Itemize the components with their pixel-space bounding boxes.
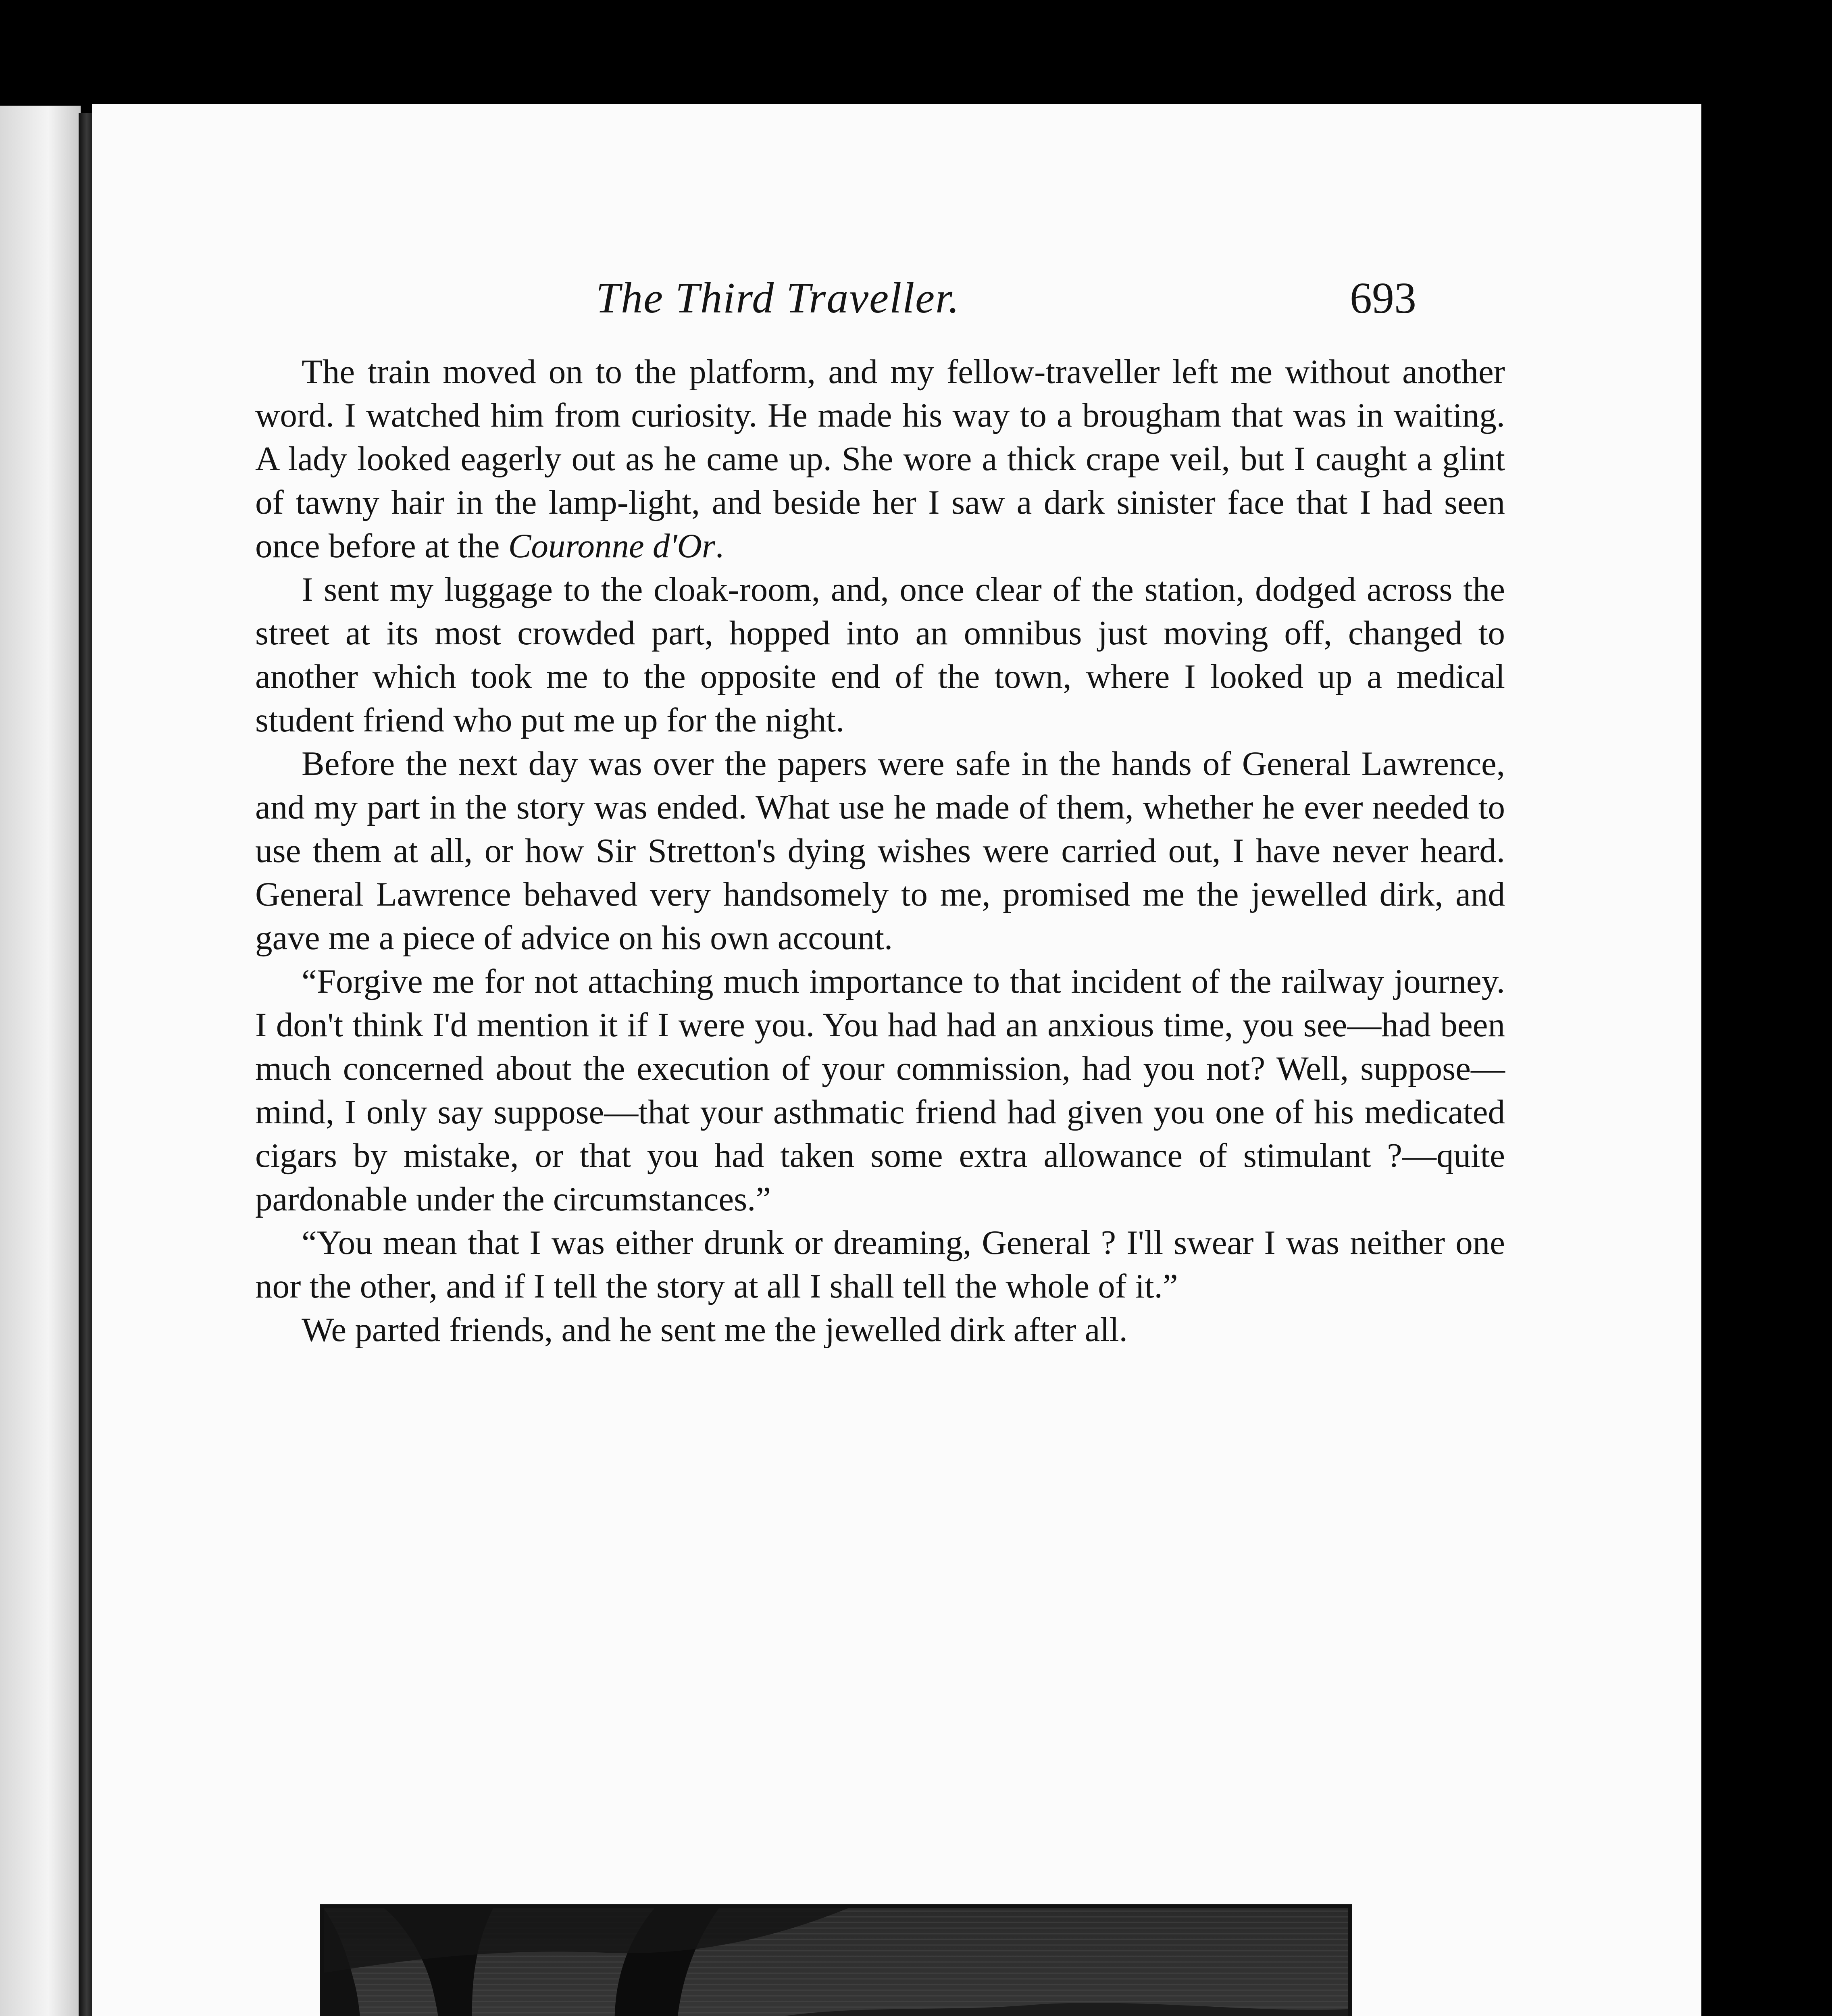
italic-place-name: Couronne d'Or — [508, 527, 715, 565]
paragraph-6: We parted friends, and he sent me the jewelled dirk after all. — [302, 1311, 1128, 1349]
paragraph-1-text: The train moved on to the platform, and my fellow-traveller left me without another word. I watched him from curiosity. He made his way to a brougham that was in waiting. A lady looked eagerly out as he came up. She wore a thick crape veil, but I caught a glint of tawny hair in the lamp-light, and beside her I saw a dark sinister face that I had seen once before at the — [255, 353, 1505, 565]
engraving-image — [324, 1908, 1348, 2016]
running-title: The Third Traveller. — [596, 274, 960, 322]
paragraph-1-end: . — [715, 527, 724, 565]
book-page — [92, 104, 1701, 2016]
paragraph-1 — [255, 350, 1505, 568]
facing-page-edge — [0, 106, 81, 2016]
paragraph-2: I sent my luggage to the cloak-room, and, once clear of the station, dodged across the street at its most crowded part, hopped into an omnibus just moving off, changed to another which took me to the opposite end of the town, where I looked up a medical student friend who put me up for the night. — [255, 571, 1505, 739]
page-number: 693 — [1350, 273, 1416, 323]
paragraph-3: Before the next day was over the papers were safe in the hands of General Lawrence, and my part in the story was ended. What use he made of them, whether he ever needed to use them at all, or how Sir Stretton's dying wishes were carried out, I have never heard. General Lawrence behaved very handsomely to me, promised me the jewelled dirk, and gave me a piece of advice on his own account. — [255, 745, 1505, 957]
body-text — [255, 350, 1505, 1352]
paragraph-5: “You mean that I was either drunk or dreaming, General ? I'll swear I was neither one nor the other, and if I tell the story at all I shall tell the whole of it.” — [255, 1224, 1505, 1305]
winter-landscape-illustration — [320, 1904, 1352, 2016]
paragraph-4: “Forgive me for not attaching much importance to that incident of the railway journey. I don't think I'd mention it if I were you. You had had an anxious time, you see—had been much concerned about the execution of your commission, had you not? Well, suppose—mind, I only say suppose—that your asthmatic friend had given you one of his medicated cigars by mistake, or that you had taken some extra allowance of stimulant ?—quite pardonable under the circumstances.” — [255, 962, 1505, 1218]
